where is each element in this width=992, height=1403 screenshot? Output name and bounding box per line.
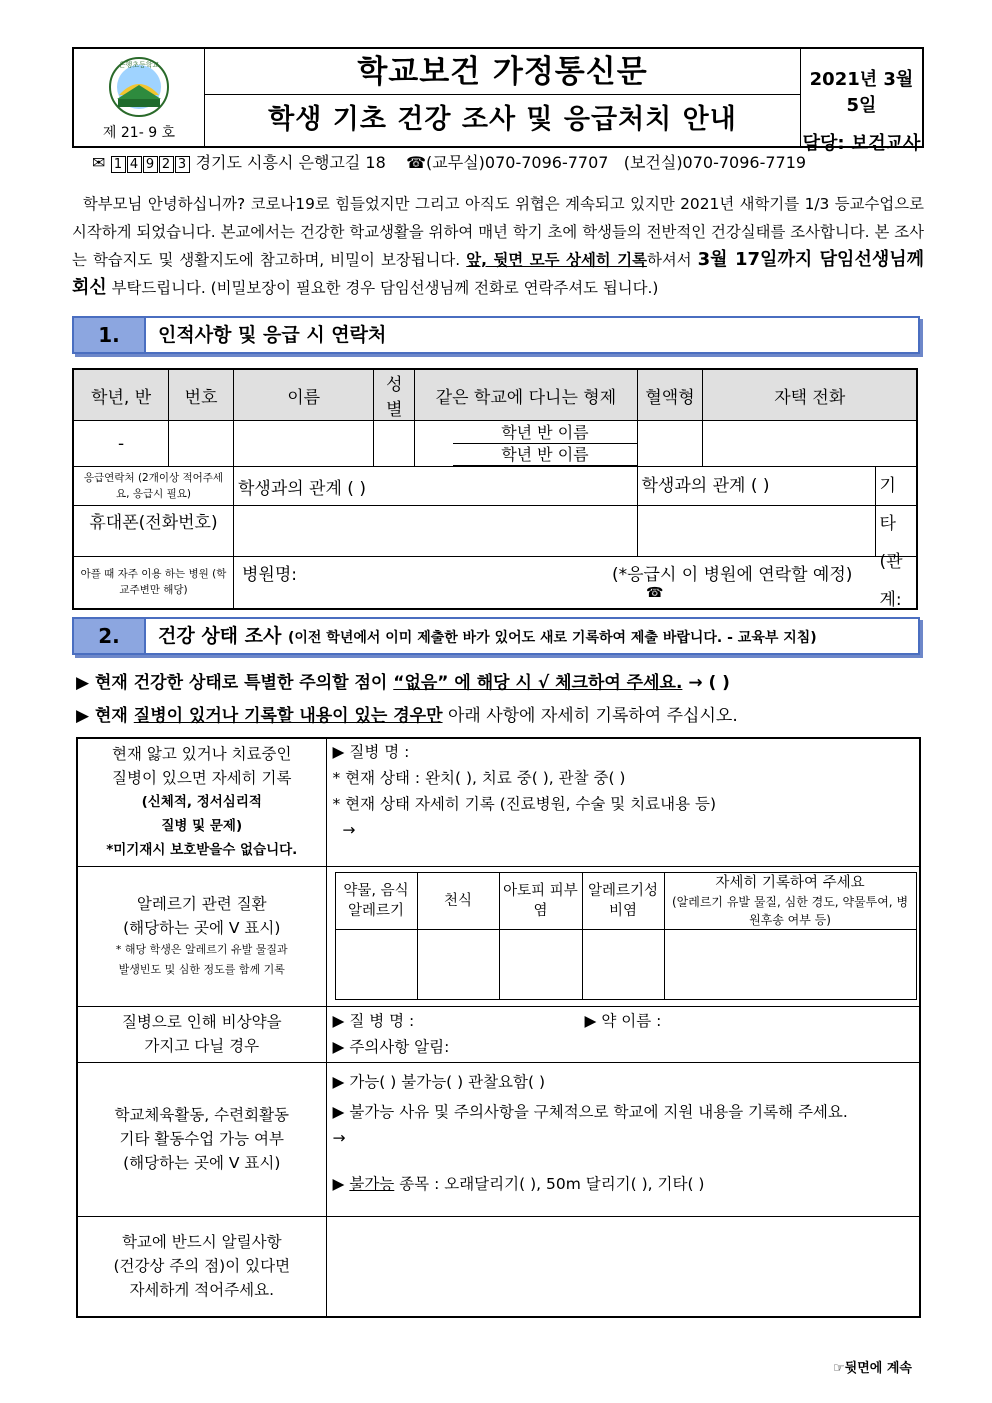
no-issue-check[interactable]: ▶ 현재 건강한 상태로 특별한 주의할 점이 “없음” 에 해당 시 √ 체크하여 주세요. → ( ) <box>76 673 730 693</box>
letter-header <box>72 47 924 154</box>
relation1-field[interactable]: 학생과의 관계 ( ) <box>233 467 637 506</box>
mail-icon: ✉ <box>92 153 106 172</box>
section2-heading: 2. 건강 상태 조사 (이전 학년에서 이미 제출한 바가 있어도 새로 기록하여 제출 바랍니다. - 교육부 지침) <box>72 617 920 655</box>
allergy-detail-field[interactable] <box>664 930 916 1000</box>
mobile-label: 휴대폰(전화번호) <box>73 506 233 557</box>
notice-field[interactable] <box>326 1216 920 1317</box>
mobile1-field[interactable] <box>233 506 637 557</box>
activity-label: 학교체육활동, 수련회활동 기타 활동수업 가능 여부 (해당하는 곳에 V 표시) <box>77 1062 326 1216</box>
mobile2-field[interactable] <box>638 506 876 556</box>
relation2-field[interactable]: 학생과의 관계 ( ) <box>638 467 876 505</box>
issue-number: 제 21- 9 호 <box>102 125 176 141</box>
blood-type-field[interactable] <box>637 421 703 467</box>
grade-field[interactable]: - <box>73 421 169 467</box>
section1-heading: 1. 인적사항 및 응급 시 연락처 <box>72 316 920 354</box>
allergy-table: 약물, 음식 알레르기 천식 아토피 피부염 알레르기성 비염 자세히 기록하여 주세요 (알레르기 유발 물질, 심한 경도, 약물투여, 병원후송 여부 등) <box>335 872 917 1000</box>
mobile3-field[interactable] <box>876 506 917 556</box>
rhinitis-field[interactable] <box>582 930 664 1000</box>
allergy-label: 알레르기 관련 질환 (해당하는 곳에 V 표시) * 해당 학생은 알레르기 유발 물질과 발생빈도 및 심한 정도를 함께 기록 <box>77 866 326 1006</box>
intro-paragraph: 학부모님 안녕하십니까? 코로나19로 힘들었지만 그리고 아직도 위협은 계속되고 있지만 2021년 새학기를 1/3 등교수업으로 시작하게 되었습니다. 본교에서는 건강한 학교생활을 위하여 매년 학기 초에 학생들의 전반적인 건강실태를 조사합니다. 본 조사는 학습지도 및 생활지도에 참고하며, 비밀이 보장됩니다. 앞, 뒷면 모두 상세히 기록하셔서 3월 17일까지 담임선생님께 회신 부탁드립니다. (비밀보장이 필요한 경우 담임선생님께 전화로 연락주셔도 됩니다.) <box>72 195 924 298</box>
postcode: 1 4 9 2 3 <box>111 153 196 172</box>
phone-office: ☎(교무실)070-7096-7707 <box>406 153 609 172</box>
relation3-field[interactable]: 기타(관계: <box>879 476 903 610</box>
sibling-field[interactable]: 학년 반 이름 학년 반 이름 <box>415 421 637 467</box>
current-illness-label: 현재 앓고 있거나 치료중인 질병이 있으면 자세히 기록 (신체적, 정서심리적 질병 및 문제) *미기재시 보호받을수 없습니다. <box>77 738 326 866</box>
title-cell <box>205 49 801 146</box>
home-phone-field[interactable] <box>703 421 917 467</box>
notice-label: 학교에 반드시 알릴사항 (건강상 주의 점)이 있다면 자세하게 적어주세요. <box>77 1216 326 1317</box>
hospital-label: 아플 때 자주 이용 하는 병원 (학교주변만 해당) <box>73 557 233 609</box>
personal-info-table: 학년, 반 번호 이름 성별 같은 학교에 다니는 형제 혈액형 자택 전화 - 학년 반 이름 학년 반 이름 응급연락처 (2개이상 적어주세요, 응급시 필요) 학생과의 관계 ( ) 학생과의 관계 ( ) 기타(관계: 휴대폰(전화번호) 아플 때 자주 이용 하는 병원 (학교주변만 해당) 병원명: (*응급시 이 병원에 연락할 예정) ☎ <box>72 368 918 610</box>
phone-health: (보건실)070-7096-7719 <box>623 153 807 172</box>
number-field[interactable] <box>169 421 234 467</box>
activity-field[interactable]: ▶ 가능( ) 불가능( ) 관찰요함( ) ▶ 불가능 사유 및 주의사항을 구체적으로 학교에 지원 내용을 기록해 주세요. → ▶ 불가능 종목 : 오래달리기( ), 50m 달리기( ), 기타( ) <box>326 1062 920 1216</box>
emergency-medicine-field[interactable]: ▶ 질 병 명 : ▶ 약 이름 : ▶ 주의사항 알림: <box>326 1006 920 1062</box>
health-status-table <box>76 737 921 1318</box>
name-field[interactable] <box>233 421 373 467</box>
phone-icon: ☎ <box>645 585 664 601</box>
date-cell <box>801 49 922 154</box>
school-emblem-icon <box>96 55 182 119</box>
record-instruction: ▶ 현재 질병이 있거나 기록할 내용이 있는 경우만 아래 사항에 자세히 기록하여 주십시오. <box>76 706 738 726</box>
owner: 담당: 보건교사 <box>802 133 921 154</box>
continue-note: ☞뒷면에 계속 <box>833 1361 912 1376</box>
svg-text:은행초등학교: 은행초등학교 <box>118 61 160 69</box>
gender-field[interactable] <box>374 421 415 467</box>
emergency-medicine-label: 질병으로 인해 비상약을 가지고 다닐 경우 <box>77 1006 326 1062</box>
address-line <box>92 150 806 173</box>
page-title: 학교보건 가정통신문 <box>205 49 800 95</box>
allergy-drug-food-field[interactable] <box>335 930 417 1000</box>
school-logo-cell <box>74 49 205 146</box>
emergency-contact-label: 응급연락처 (2개이상 적어주세요, 응급시 필요) <box>73 467 233 506</box>
street: 경기도 시흥시 은행고길 18 <box>195 153 386 172</box>
issue-date: 2021년 3월 5일 <box>809 69 914 116</box>
page-subtitle: 학생 기초 건강 조사 및 응급처치 안내 <box>268 104 737 135</box>
atopy-field[interactable] <box>499 930 582 1000</box>
asthma-field[interactable] <box>417 930 499 1000</box>
hospital-field[interactable]: 병원명: (*응급시 이 병원에 연락할 예정) ☎ <box>233 557 917 609</box>
current-illness-field[interactable]: ▶ 질병 명 : * 현재 상태 : 완치( ), 치료 중( ), 관찰 중( ) * 현재 상태 자세히 기록 (진료병원, 수술 및 치료내용 등) → <box>326 738 920 866</box>
